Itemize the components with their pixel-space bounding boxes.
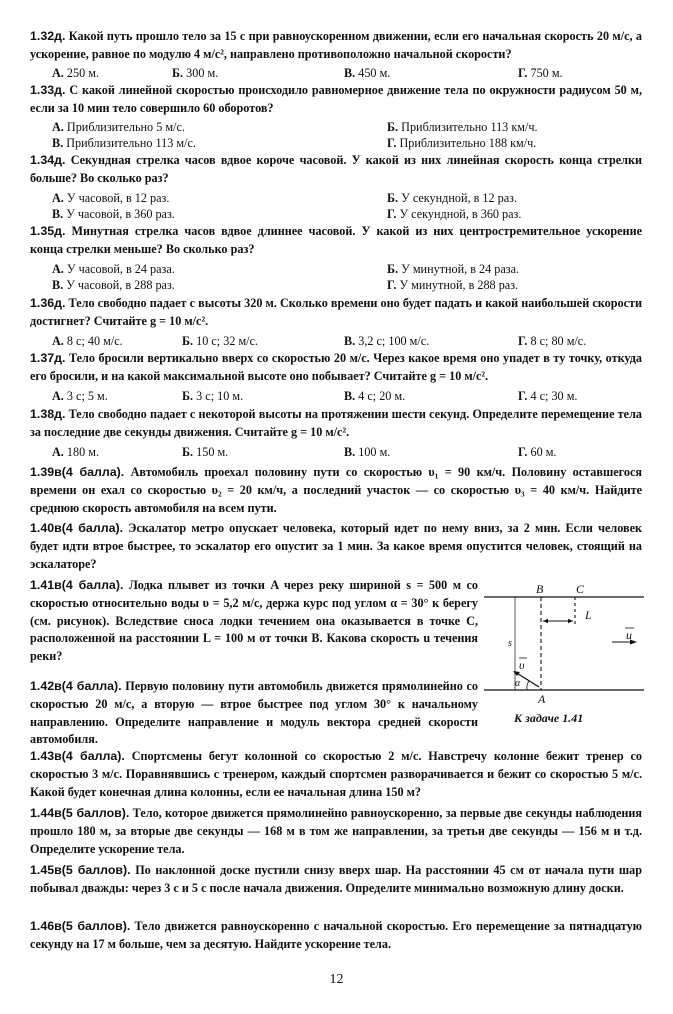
problem-text: Тело свободно падает с некоторой высоты на протяжении шести секунд. Определите перемещение тела за последние две секунды движения. Считайте g = 10 м/с². <box>30 407 642 439</box>
problem-text: По наклонной доске пустили снизу вверх шар. На расстоянии 45 см от начала пути шар побывал дважды: через 3 с и 5 с после начала движения. Определите минимально возможную длину доски. <box>30 863 643 895</box>
option-v: В. Приблизительно 113 м/с. <box>52 136 196 150</box>
problem-number: 1.33д. <box>30 83 66 97</box>
problem-number: 1.44в(5 баллов). <box>30 806 130 820</box>
option-g: Г. Приблизительно 188 км/ч. <box>387 136 537 150</box>
problem-1-41 <box>30 577 478 666</box>
problem-1-34 <box>30 152 642 188</box>
option-v: В. У часовой, в 360 раз. <box>52 207 175 221</box>
option-v: В. 450 м. <box>344 66 391 80</box>
problem-number: 1.34д. <box>30 153 66 167</box>
label-u: u <box>626 628 632 642</box>
problem-text: Тело бросили вертикально вверх со скоростью 20 м/с. Через какое время оно упадет в ту точку, откуда его бросили, и на какой максимальной высоте оно побывает? Считайте g = 10 м/с². <box>30 351 643 383</box>
option-b: Б. У секундной, в 12 раз. <box>387 191 517 205</box>
problem-text: Автомобиль проехал половину пути со скоростью υ₁ = 90 км/ч. Половину оставшегося времени он ехал со скоростью υ₂ = 20 км/ч, а последний участок — со скоростью υ₃ = 40 км/ч. Найдите среднюю скорость автомобиля на всем пути. <box>30 465 643 515</box>
problem-1-32 <box>30 28 642 64</box>
option-g: Г. 750 м. <box>518 66 563 80</box>
option-a: А. У часовой, в 12 раз. <box>52 191 170 205</box>
label-a: A <box>538 692 546 706</box>
problem-text: Минутная стрелка часов вдвое длиннее часовой. У какой из них центростремительное ускорение конца стрелки меньше? Во сколько раз? <box>30 224 643 256</box>
figure-1-41 <box>482 580 647 730</box>
option-a: А. 180 м. <box>52 445 99 459</box>
option-b: Б. У минутной, в 24 раза. <box>387 262 520 276</box>
problem-text: Какой путь прошло тело за 15 с при равноускоренном движении, если его начальная скорость 20 м/с, а ускорение, равное по модулю 4 м/с², направлено противоположно начальной скорости? <box>30 29 642 61</box>
page-number: 12 <box>329 972 344 987</box>
label-v: υ <box>519 658 525 672</box>
problem-number: 1.39в(4 балла). <box>30 465 125 479</box>
option-g: Г. 60 м. <box>518 445 557 459</box>
problem-number: 1.46в(5 баллов). <box>30 919 131 933</box>
problem-1-45 <box>30 862 642 898</box>
problem-number: 1.35д. <box>30 224 66 238</box>
problem-number: 1.45в(5 баллов). <box>30 863 131 877</box>
problem-number: 1.38д. <box>30 407 66 421</box>
problem-1-44 <box>30 805 642 858</box>
option-v: В. 4 с; 20 м. <box>344 389 406 403</box>
label-c: C <box>576 582 585 596</box>
option-b: Б. 10 с; 32 м/с. <box>182 334 259 348</box>
problem-text: Эскалатор метро опускает человека, который идет по нему вниз, за 2 мин. Если человек будет идти втрое быстрее, то эскалатор его опустит за 1 мин. За какое время опустится человек, стоящий на эскалаторе? <box>30 521 642 571</box>
option-v: В. 3,2 с; 100 м/с. <box>344 334 430 348</box>
problem-1-43 <box>30 748 642 801</box>
label-alpha: α <box>515 678 521 689</box>
problem-1-38 <box>30 406 642 442</box>
option-v: В. У часовой, в 288 раз. <box>52 278 175 292</box>
problem-text: С какой линейной скоростью происходило равномерное движение тела по окружности радиусом 50 м, если за 10 мин тело совершило 60 оборотов? <box>30 83 643 115</box>
option-b: Б. 150 м. <box>182 445 229 459</box>
problem-1-39 <box>30 464 642 517</box>
label-l: L <box>585 608 592 622</box>
problem-number: 1.37д. <box>30 351 66 365</box>
option-g: Г. 4 с; 30 м. <box>518 389 578 403</box>
problem-text: Тело движется равноускоренно с начальной скоростью. Его перемещение за пятнадцатую секунду на 17 м больше, чем за десятую. Найдите ускорение тела. <box>30 919 642 951</box>
label-b: B <box>536 582 544 596</box>
problem-number: 1.40в(4 балла). <box>30 521 124 535</box>
option-a: А. 250 м. <box>52 66 99 80</box>
option-g: Г. У минутной, в 288 раз. <box>387 278 519 292</box>
label-s: s <box>508 638 512 649</box>
problem-number: 1.41в(4 балла). <box>30 578 124 592</box>
option-a: А. 3 с; 5 м. <box>52 389 108 403</box>
problem-1-46 <box>30 918 642 954</box>
problem-text: Тело, которое движется прямолинейно равноускоренно, за первые две секунды наблюдения прошло 180 м, за вторые две секунды — 168 м в том же направлении, за третьи две секунды — 156 м и т.д. Определите ускорение тела. <box>30 806 643 856</box>
figure-caption: К задаче 1.41 <box>514 711 584 725</box>
problem-1-35 <box>30 223 642 259</box>
problem-1-36 <box>30 295 642 331</box>
problem-text: Тело свободно падает с высоты 320 м. Сколько времени оно будет падать и какой наибольшей скорости достигнет? Считайте g = 10 м/с². <box>30 296 642 328</box>
problem-1-37 <box>30 350 642 386</box>
option-a: А. 8 с; 40 м/с. <box>52 334 123 348</box>
option-g: Г. У секундной, в 360 раз. <box>387 207 522 221</box>
problem-number: 1.32д. <box>30 29 66 43</box>
option-a: А. Приблизительно 5 м/с. <box>52 120 185 134</box>
option-v: В. 100 м. <box>344 445 391 459</box>
problem-number: 1.43в(4 балла). <box>30 749 125 763</box>
problem-1-33 <box>30 82 642 118</box>
option-g: Г. 8 с; 80 м/с. <box>518 334 587 348</box>
problem-1-42 <box>30 678 478 749</box>
problem-text: Лодка плывет из точки A через реку шириной s = 500 м со скоростью относительно воды υ = 5,2 м/с, держа курс под углом α = 30° к берегу (см. рисунок). Вследствие сноса лодки течением она оказывается в точке C, расположенной на расстоянии L = 100 м от точки B. Какова скорость u течения реки? <box>30 578 479 664</box>
option-a: А. У часовой, в 24 раза. <box>52 262 175 276</box>
problem-1-40 <box>30 520 642 573</box>
problem-number: 1.42в(4 балла). <box>30 679 122 693</box>
problem-text: Секундная стрелка часов вдвое короче часовой. У какой из них линейная скорость конца стрелки больше? Во сколько раз? <box>30 153 643 185</box>
problem-text: Первую половину пути автомобиль движется прямолинейно со скоростью 20 м/с, а вторую — втрое быстрее под углом 30° к начальному направлению. Определите направление и модуль вектора средней скорости автомобиля. <box>30 679 478 747</box>
problem-number: 1.36д. <box>30 296 66 310</box>
option-b: Б. Приблизительно 113 км/ч. <box>387 120 538 134</box>
option-b: Б. 300 м. <box>172 66 219 80</box>
problem-text: Спортсмены бегут колонной со скоростью 2 м/с. Навстречу колонне бежит тренер со скоростью 3 м/с. Поравнявшись с тренером, каждый спортсмен разворачивается и бежит со скоростью 5 м/с. Какой будет конечная длина колонны, если ее начальная длина 150 м? <box>30 749 642 799</box>
option-b: Б. 3 с; 10 м. <box>182 389 244 403</box>
